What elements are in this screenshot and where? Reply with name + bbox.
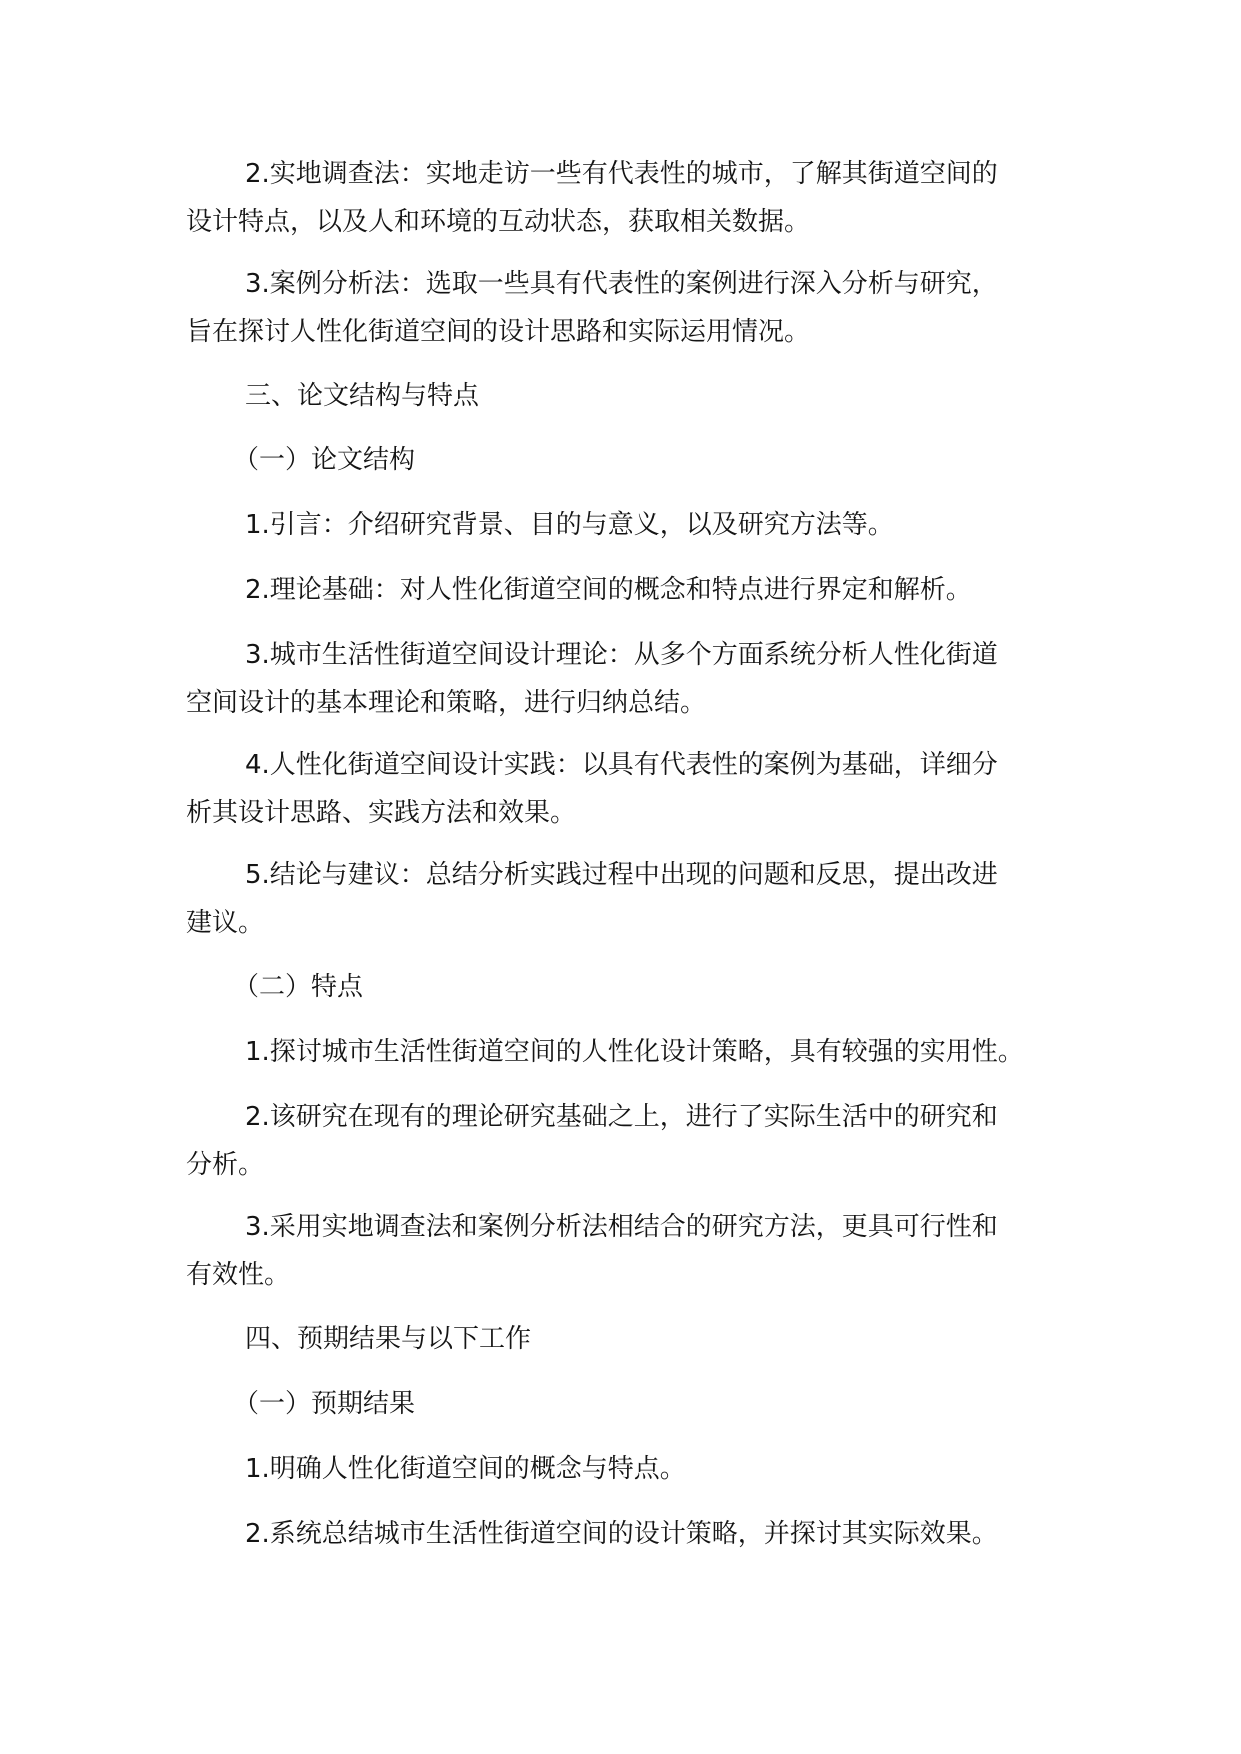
subsection-heading-features (186, 963, 1026, 1011)
paragraph-design-practice (186, 741, 1026, 837)
paragraph-feature-3 (186, 1203, 1026, 1299)
heading-line: 四、预期结果与以下工作 (245, 1324, 532, 1354)
paragraph-line: 1.明确人性化街道空间的概念与特点。 (245, 1454, 686, 1484)
paragraph-feature-1 (186, 1028, 1026, 1076)
paragraph-line: 3.采用实地调查法和案例分析法相结合的研究方法，更具可行性和 (245, 1212, 998, 1242)
paragraph-introduction (186, 501, 1026, 549)
paragraph-line: 1.引言：介绍研究背景、目的与意义，以及研究方法等。 (245, 510, 894, 540)
paragraph-result-2 (186, 1510, 1026, 1558)
paragraph-feature-2 (186, 1093, 1026, 1189)
paragraph-line: 2.实地调查法：实地走访一些有代表性的城市，了解其街道空间的 (245, 159, 998, 189)
paragraph-line: 2.理论基础：对人性化街道空间的概念和特点进行界定和解析。 (245, 575, 972, 605)
subsection-heading-expected-results (186, 1380, 1026, 1428)
heading-line: （一）预期结果 (233, 1389, 416, 1419)
paragraph-line: 析其设计思路、实践方法和效果。 (186, 798, 577, 828)
section-heading-structure (186, 372, 1026, 420)
paragraph-line: 分析。 (186, 1150, 265, 1180)
paragraph-line: 设计特点，以及人和环境的互动状态，获取相关数据。 (186, 207, 811, 237)
paragraph-line: 3.案例分析法：选取一些具有代表性的案例进行深入分析与研究， (245, 269, 998, 299)
heading-line: 三、论文结构与特点 (245, 381, 480, 411)
paragraph-line: 建议。 (186, 908, 265, 938)
subsection-heading-structure (186, 436, 1026, 484)
paragraph-theoretical-basis (186, 566, 1026, 614)
paragraph-line: 空间设计的基本理论和策略，进行归纳总结。 (186, 688, 707, 718)
paragraph-line: 5.结论与建议：总结分析实践过程中出现的问题和反思，提出改进 (245, 860, 998, 890)
paragraph-field-survey-method (186, 150, 1026, 246)
paragraph-line: 3.城市生活性街道空间设计理论：从多个方面系统分析人性化街道 (245, 640, 998, 670)
paragraph-line: 1.探讨城市生活性街道空间的人性化设计策略，具有较强的实用性。 (245, 1037, 1024, 1067)
paragraph-line: 2.该研究在现有的理论研究基础之上，进行了实际生活中的研究和 (245, 1102, 998, 1132)
paragraph-line: 有效性。 (186, 1260, 291, 1290)
heading-line: （一）论文结构 (233, 445, 416, 475)
paragraph-conclusion (186, 851, 1026, 947)
paragraph-line: 4.人性化街道空间设计实践：以具有代表性的案例为基础，详细分 (245, 750, 998, 780)
section-heading-expected-results (186, 1315, 1026, 1363)
paragraph-case-analysis-method (186, 260, 1026, 356)
paragraph-line: 2.系统总结城市生活性街道空间的设计策略，并探讨其实际效果。 (245, 1519, 998, 1549)
paragraph-design-theory (186, 631, 1026, 727)
paragraph-line: 旨在探讨人性化街道空间的设计思路和实际运用情况。 (186, 317, 811, 347)
heading-line: （二）特点 (233, 972, 364, 1002)
paragraph-result-1 (186, 1445, 1026, 1493)
